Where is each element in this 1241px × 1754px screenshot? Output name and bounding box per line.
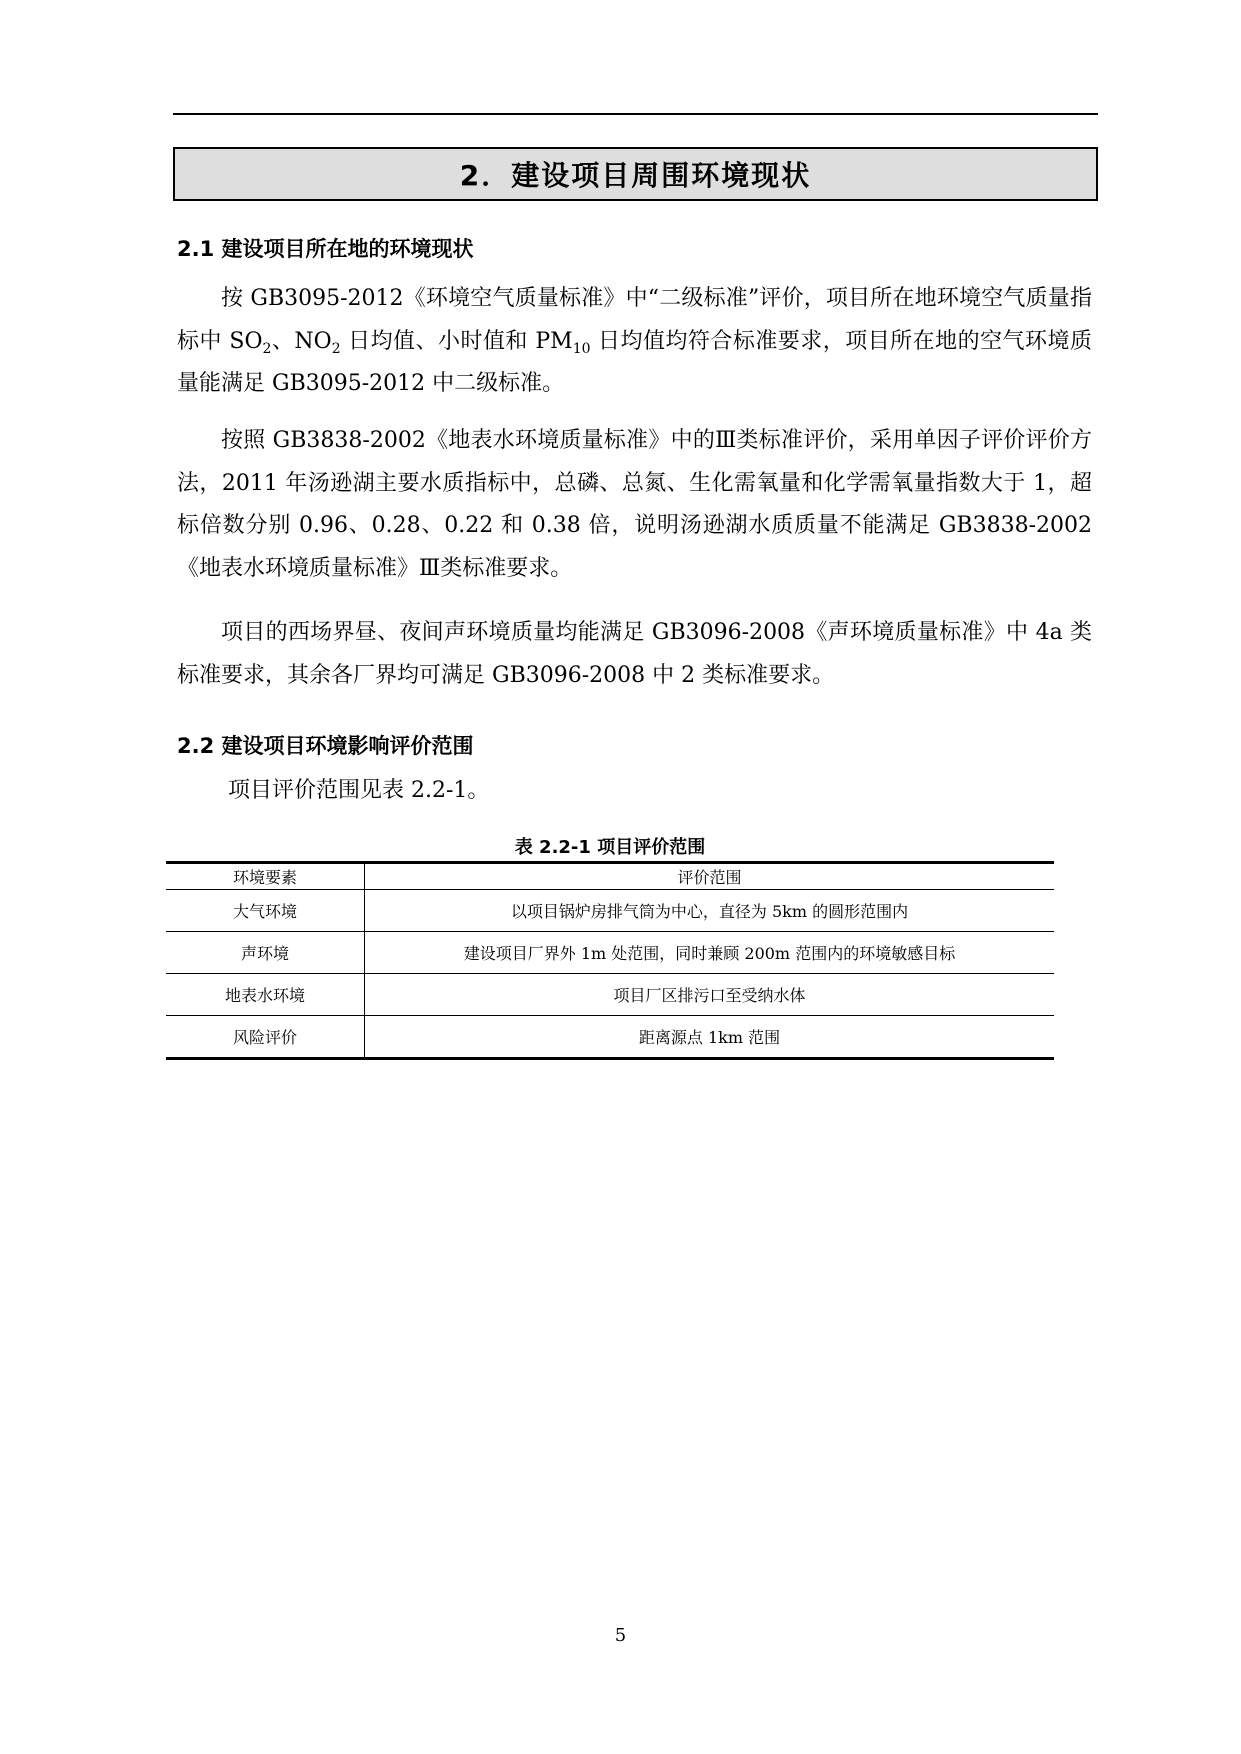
table-cell: 建设项目厂界外 1m 处范围，同时兼顾 200m 范围内的环境敏感目标	[365, 932, 1055, 974]
evaluation-scope-table	[166, 861, 1054, 1060]
table-cell: 距离源点 1km 范围	[365, 1016, 1055, 1059]
table-header-row	[166, 863, 1054, 890]
header-rule	[173, 113, 1098, 115]
paragraph-surface-water: 按照 GB3838-2002《地表水环境质量标准》中的Ⅲ类标准评价，采用单因子评价评价方法，2011 年汤逊湖主要水质指标中，总磷、总氮、生化需氧量和化学需氧量指数大于 1，超标倍数分别 0.96、0.28、0.22 和 0.38 倍，说明汤逊湖水质质量不能满足 GB3838-2002《地表水环境质量标准》Ⅲ类标准要求。	[177, 428, 1092, 581]
table-row	[166, 890, 1054, 932]
page-number: 5	[614, 1625, 627, 1646]
table-cell: 项目厂区排污口至受纳水体	[365, 974, 1055, 1016]
table-cell: 声环境	[166, 932, 365, 974]
section-heading-2-2: 2.2 建设项目环境影响评价范围	[177, 734, 474, 758]
table-cell: 以项目锅炉房排气筒为中心，直径为 5km 的圆形范围内	[365, 890, 1055, 932]
column-header-scope: 评价范围	[365, 863, 1055, 890]
table-cell: 大气环境	[166, 890, 365, 932]
table-row	[166, 1016, 1054, 1059]
table-cell: 风险评价	[166, 1016, 365, 1059]
chapter-title: 2．建设项目周围环境现状	[173, 147, 1098, 201]
table-row	[166, 932, 1054, 974]
table-reference-text: 项目评价范围见表 2.2-1。	[228, 778, 490, 803]
paragraph-noise: 项目的西场界昼、夜间声环境质量均能满足 GB3096-2008《声环境质量标准》中 4a 类标准要求，其余各厂界均可满足 GB3096-2008 中 2 类标准要求。	[177, 620, 1092, 688]
table-row	[166, 974, 1054, 1016]
section-heading-2-1: 2.1 建设项目所在地的环境现状	[177, 237, 474, 261]
paragraph-air-quality: 按 GB3095-2012《环境空气质量标准》中“二级标准”评价，项目所在地环境空气质量指标中 $SO_2$、$NO_2$ 日均值、小时值和 $PM_{10}$ 日均值均符合标准要求，项目所在地的空气环境质量能满足 GB3095-2012 中二级标准。	[177, 286, 1092, 396]
column-header-element: 环境要素	[166, 863, 365, 890]
table-cell: 地表水环境	[166, 974, 365, 1016]
table-caption: 表 2.2-1 项目评价范围	[514, 837, 706, 858]
